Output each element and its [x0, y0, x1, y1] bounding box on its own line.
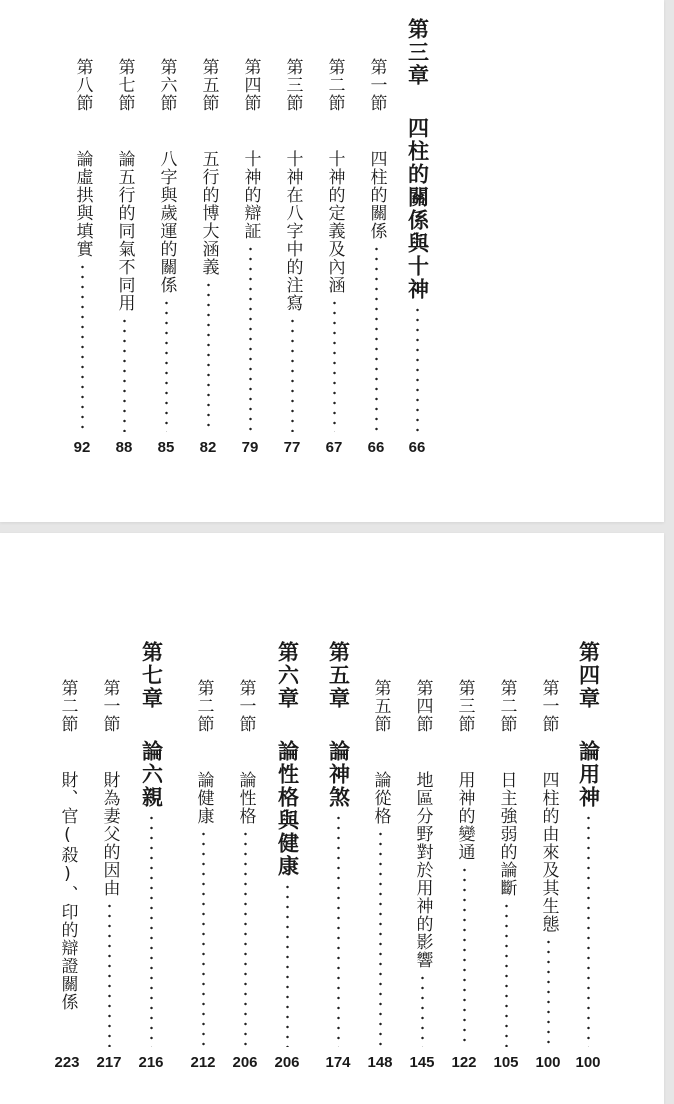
toc-section [533, 679, 563, 1073]
chapter-label: 第四章 [576, 641, 601, 710]
chapter-label: 第六章 [275, 641, 300, 710]
page-number: 67 [325, 439, 343, 456]
section-title: 論五行的同氣不同用 [114, 150, 135, 312]
chapter-label: 第七章 [139, 641, 164, 710]
section-label: 第一節 [235, 679, 256, 733]
dot-leader [463, 865, 466, 1047]
section-label: 第一節 [99, 679, 120, 733]
toc-chapter-3 [400, 18, 434, 458]
page-number: 212 [190, 1054, 216, 1071]
section-title: 地區分野對於用神的影響 [412, 771, 433, 969]
dot-leader [81, 262, 84, 432]
dot-leader [207, 280, 210, 432]
page-number: 100 [575, 1054, 601, 1071]
section-label: 第五節 [370, 679, 391, 733]
dot-leader [337, 813, 340, 1047]
dot-leader [421, 973, 424, 1047]
dot-leader [165, 298, 168, 432]
dot-leader [379, 829, 382, 1047]
section-title: 四柱的由來及其生態 [538, 771, 559, 933]
chapter-title: 論神煞 [326, 740, 351, 809]
page-number: 82 [199, 439, 217, 456]
page-number: 174 [325, 1054, 351, 1071]
dot-leader [249, 244, 252, 432]
page-number: 88 [115, 439, 133, 456]
section-label: 第七節 [114, 58, 135, 112]
section-title: 五行的博大涵義 [198, 150, 219, 276]
chapter-label: 第三章 [405, 18, 430, 87]
page-number: 216 [138, 1054, 164, 1071]
section-title: 八字與歲運的關係 [156, 150, 177, 294]
section-label: 第三節 [454, 679, 475, 733]
section-label: 第一節 [538, 679, 559, 733]
toc-section [449, 679, 479, 1073]
dot-leader [416, 305, 419, 432]
section-title: 用神的變通 [454, 771, 475, 861]
section-title: 十神的辯証 [240, 150, 261, 240]
toc-section [407, 679, 437, 1073]
section-title: 財為妻父的因由 [99, 771, 120, 897]
chapter-title: 四柱的關係與十神 [405, 117, 430, 301]
chapter-title: 論六親 [139, 740, 164, 809]
section-title: 財、官(殺)、印的辯證關係 [57, 771, 78, 1011]
section-label: 第一節 [366, 58, 387, 112]
section-label: 第三節 [282, 58, 303, 112]
dot-leader [150, 813, 153, 1047]
section-label: 第八節 [72, 58, 93, 112]
page-number: 85 [157, 439, 175, 456]
section-label: 第六節 [156, 58, 177, 112]
section-title: 論健康 [193, 771, 214, 825]
page-number: 105 [493, 1054, 519, 1071]
section-title: 論虛拱與填實 [72, 150, 93, 258]
dot-leader [587, 813, 590, 1047]
chapter-title: 論用神 [576, 740, 601, 809]
dot-leader [244, 829, 247, 1047]
toc-section [67, 58, 97, 458]
toc-section [491, 679, 521, 1073]
toc-section [94, 679, 124, 1073]
section-title: 十神在八字中的注寫 [282, 150, 303, 312]
section-label: 第四節 [240, 58, 261, 112]
page-number: 206 [274, 1054, 300, 1071]
toc-section [188, 679, 218, 1073]
dot-leader [286, 882, 289, 1047]
section-label: 第二節 [496, 679, 517, 733]
toc-section [319, 58, 349, 458]
section-label: 第二節 [57, 679, 78, 733]
dot-leader [291, 316, 294, 432]
page-number: 79 [241, 439, 259, 456]
toc-section [235, 58, 265, 458]
page-number: 66 [408, 439, 426, 456]
toc-section [52, 679, 82, 1073]
toc-section [230, 679, 260, 1073]
section-title: 十神的定義及內涵 [324, 150, 345, 294]
toc-section [151, 58, 181, 458]
chapter-title: 論性格與健康 [275, 740, 300, 878]
page-number: 145 [409, 1054, 435, 1071]
section-label: 第二節 [324, 58, 345, 112]
dot-leader [108, 901, 111, 1047]
page-number: 217 [96, 1054, 122, 1071]
toc-section [109, 58, 139, 458]
toc-section [193, 58, 223, 458]
page-number: 66 [367, 439, 385, 456]
dot-leader [123, 316, 126, 432]
dot-leader [505, 901, 508, 1047]
section-title: 四柱的關係 [366, 150, 387, 240]
page-number: 223 [54, 1054, 80, 1071]
page-number: 77 [283, 439, 301, 456]
page-number: 148 [367, 1054, 393, 1071]
page-number: 122 [451, 1054, 477, 1071]
chapter-label: 第五章 [326, 641, 351, 710]
toc-chapter-4 [571, 641, 605, 1073]
section-title: 日主強弱的論斷 [496, 771, 517, 897]
toc-section [277, 58, 307, 458]
section-label: 第五節 [198, 58, 219, 112]
section-label: 第二節 [193, 679, 214, 733]
section-label: 第四節 [412, 679, 433, 733]
dot-leader [375, 244, 378, 432]
toc-page-bottom [0, 533, 664, 1104]
page-number: 92 [73, 439, 91, 456]
page-number: 100 [535, 1054, 561, 1071]
dot-leader [547, 937, 550, 1047]
section-title: 論從格 [370, 771, 391, 825]
toc-chapter-7 [134, 641, 168, 1073]
toc-chapter-5 [321, 641, 355, 1073]
toc-section [361, 58, 391, 458]
dot-leader [333, 298, 336, 432]
page-number: 206 [232, 1054, 258, 1071]
section-title: 論性格 [235, 771, 256, 825]
toc-section [365, 679, 395, 1073]
toc-chapter-6 [270, 641, 304, 1073]
dot-leader [202, 829, 205, 1047]
toc-page-top [0, 0, 664, 522]
